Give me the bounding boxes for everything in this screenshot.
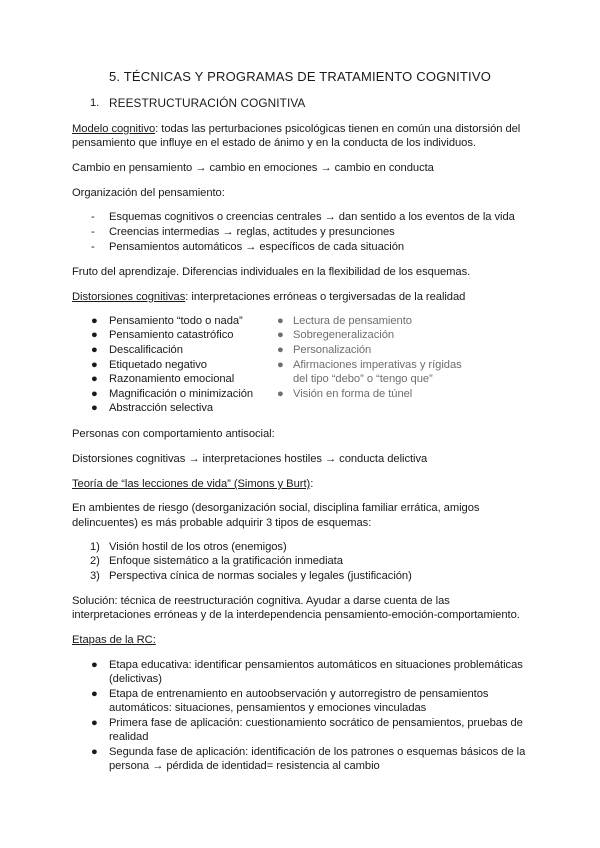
bullet-marker: ● — [277, 359, 284, 371]
teoria-label: Teoría de “las lecciones de vida” (Simons y Burt) — [72, 478, 311, 490]
dash-marker: - — [91, 211, 95, 223]
bullet-marker: ● — [91, 315, 98, 327]
modelo-paragraph-line1 — [72, 122, 520, 137]
distorsiones-text: : interpretaciones erróneas o tergiversadas de la realidad — [185, 291, 466, 303]
modelo-paragraph-line2: pensamiento que influye en el estado de ánimo y en la conducta de los individuos. — [72, 137, 476, 149]
etapa-item-line1: Etapa educativa: identificar pensamientos automáticos en situaciones problemáticas — [109, 659, 523, 671]
distorsion-item-continuation: del tipo “debo” o “tengo que” — [293, 373, 433, 385]
esquema-item: Enfoque sistemático a la gratificación inmediata — [109, 555, 343, 567]
distorsion-item: Sobregeneralización — [293, 329, 395, 341]
organizacion-item: Pensamientos automáticos → específicos de cada situación — [109, 241, 405, 253]
fruto-line: Fruto del aprendizaje. Diferencias individuales en la flexibilidad de los esquemas. — [72, 266, 471, 278]
modelo-text: : todas las perturbaciones psicológicas tienen en común una distorsión del — [155, 123, 521, 135]
solucion-line2: interpretaciones erróneas y de la interdependencia pensamiento-emoción-comportamiento. — [72, 609, 520, 621]
distorsion-item: Abstracción selectiva — [109, 402, 214, 414]
esquema-number: 1) — [90, 541, 100, 553]
antisocial-line: Personas con comportamiento antisocial: — [72, 428, 275, 440]
distorsion-item: Lectura de pensamiento — [293, 315, 412, 327]
organizacion-item: Creencias intermedias → reglas, actitudes y presunciones — [109, 226, 395, 238]
esquema-item: Visión hostil de los otros (enemigos) — [109, 541, 287, 553]
bullet-marker: ● — [91, 388, 98, 400]
bullet-marker: ● — [91, 344, 98, 356]
cambio-line: Cambio en pensamiento → cambio en emociones → cambio en conducta — [72, 162, 434, 174]
distorsion-item: Afirmaciones imperativas y rígidas — [293, 359, 462, 371]
bullet-marker: ● — [91, 746, 98, 758]
dash-marker: - — [91, 241, 95, 253]
riesgo-line2: delincuentes) es más probable adquirir 3 tipos de esquemas: — [72, 517, 372, 529]
etapa-item-line2: (delictivas) — [109, 673, 162, 685]
esquema-number: 3) — [90, 570, 100, 582]
distorsion-item: Pensamiento “todo o nada” — [109, 315, 243, 327]
bullet-marker: ● — [277, 388, 284, 400]
bullet-marker: ● — [91, 359, 98, 371]
organizacion-heading: Organización del pensamiento: — [72, 187, 225, 199]
etapa-item-line1: Primera fase de aplicación: cuestionamiento socrático de pensamientos, pruebas de — [109, 717, 523, 729]
distorsion-item: Visión en forma de túnel — [293, 388, 413, 400]
bullet-marker: ● — [91, 717, 98, 729]
distorsion-item: Descalificación — [109, 344, 183, 356]
distorsion-item: Razonamiento emocional — [109, 373, 235, 385]
bullet-marker: ● — [277, 315, 284, 327]
distorsion-item: Magnificación o minimización — [109, 388, 254, 400]
esquema-item: Perspectiva cínica de normas sociales y legales (justificación) — [109, 570, 412, 582]
bullet-marker: ● — [277, 344, 284, 356]
section-heading: REESTRUCTURACIÓN COGNITIVA — [109, 96, 306, 110]
teoria-line: Teoría de “las lecciones de vida” (Simons y Burt): — [72, 478, 314, 490]
dash-marker: - — [91, 226, 95, 238]
bullet-marker: ● — [91, 402, 98, 414]
bullet-marker: ● — [91, 688, 98, 700]
modelo-label: Modelo cognitivo — [72, 123, 156, 135]
distorsiones-line — [72, 290, 465, 305]
etapa-item-line2: persona → pérdida de identidad= resistencia al cambio — [109, 760, 380, 772]
bullet-marker: ● — [91, 329, 98, 341]
etapa-item-line2: automáticos: situaciones, pensamientos y emociones vinculadas — [109, 702, 427, 714]
section-number: 1. — [90, 97, 100, 109]
etapa-item-line1: Etapa de entrenamiento en autoobservación y autorregistro de pensamientos — [109, 688, 489, 700]
esquema-number: 2) — [90, 555, 100, 567]
bullet-marker: ● — [277, 329, 284, 341]
etapas-heading: Etapas de la RC: — [72, 634, 156, 646]
riesgo-line1: En ambientes de riesgo (desorganización social, disciplina familiar errática, amigos — [72, 502, 480, 514]
distorsion-item: Etiquetado negativo — [109, 359, 207, 371]
solucion-line1: Solución: técnica de reestructuración cognitiva. Ayudar a darse cuenta de las — [72, 595, 450, 607]
distorsion-item: Pensamiento catastrófico — [109, 329, 234, 341]
distorsion-item: Personalización — [293, 344, 372, 356]
etapa-item-line2: realidad — [109, 731, 149, 743]
etapa-item-line1: Segunda fase de aplicación: identificación de los patrones o esquemas básicos de la — [109, 746, 526, 758]
organizacion-item: Esquemas cognitivos o creencias centrales → dan sentido a los eventos de la vida — [109, 211, 515, 223]
distorsiones-flow-line: Distorsiones cognitivas → interpretaciones hostiles → conducta delictiva — [72, 453, 428, 465]
bullet-marker: ● — [91, 659, 98, 671]
distorsiones-label: Distorsiones cognitivas — [72, 291, 186, 303]
bullet-marker: ● — [91, 373, 98, 385]
page-title: 5. TÉCNICAS Y PROGRAMAS DE TRATAMIENTO COGNITIVO — [108, 69, 492, 84]
